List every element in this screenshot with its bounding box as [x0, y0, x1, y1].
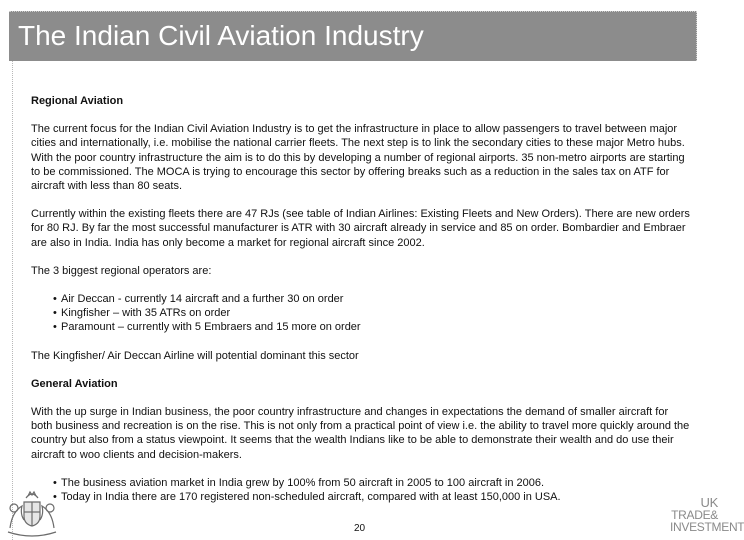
paragraph-dominant: The Kingfisher/ Air Deccan Airline will potential dominant this sector [31, 349, 359, 362]
list-item: • Air Deccan - currently 14 aircraft and a further 30 on order [53, 292, 691, 306]
royal-crest-icon [4, 488, 60, 538]
slide-content [31, 94, 691, 504]
paragraph-fleets: Currently within the existing fleets there are 47 RJs (see table of Indian Airlines: Existing Fleets and New Orders). There are new orders for 80 RJ. By far the most successful manufacturer is ATR with 30 aircraft already in service and 85 on order. Bombardier and Embraer are also in India. India has only become a market for regional aircraft since 2002. [31, 208, 690, 249]
general-aviation-heading: General Aviation [31, 377, 118, 390]
list-item: • Today in India there are 170 registered non-scheduled aircraft, compared with at least 150,000 in USA. [53, 490, 691, 504]
regional-aviation-heading: Regional Aviation [31, 95, 124, 107]
general-aviation-list [31, 476, 691, 504]
paragraph-infrastructure: The current focus for the Indian Civil Aviation Industry is to get the infrastructure in place to allow passengers to travel between major cities and internationally, i.e. mobilise the national carrier fleets. The next step is to link the secondary cities to these major Metro hubs. With the poor country infrastructure the aim is to do this by developing a number of regional airports. 35 non-metro airports are starting to be commissioned. The MOCA is trying to encourage this sector by offering breaks such as a reduction in the sales tax on ATF for aircraft with less than 80 seats. [31, 123, 685, 193]
list-item: • The business aviation market in India grew by 100% from 50 aircraft in 2005 to 100 aircraft in 2006. [53, 476, 691, 490]
title-bar [9, 11, 697, 61]
list-item: • Kingfisher – with 35 ATRs on order [53, 306, 691, 320]
list-item: • Paramount – currently with 5 Embraers and 15 more on order [53, 320, 691, 334]
operators-list [31, 292, 691, 335]
paragraph-general: With the up surge in Indian business, the poor country infrastructure and changes in expectations the demand of smaller aircraft for both business and recreation is on the rise. This is not only from a practical point of view i.e. the ability to travel more quickly around the country but also from a status viewpoint. It seems that the wealth Indians like to be able to demonstrate their wealth and do use their aircraft to woo clients and decision-makers. [31, 406, 690, 461]
paragraph-operators-intro: The 3 biggest regional operators are: [31, 264, 212, 277]
page-number: 20 [354, 523, 366, 534]
page-title: The Indian Civil Aviation Industry [18, 20, 424, 51]
left-dotted-rule [12, 61, 13, 540]
uk-trade-investment-logo: UK TRADE& INVESTMENT [670, 495, 744, 534]
